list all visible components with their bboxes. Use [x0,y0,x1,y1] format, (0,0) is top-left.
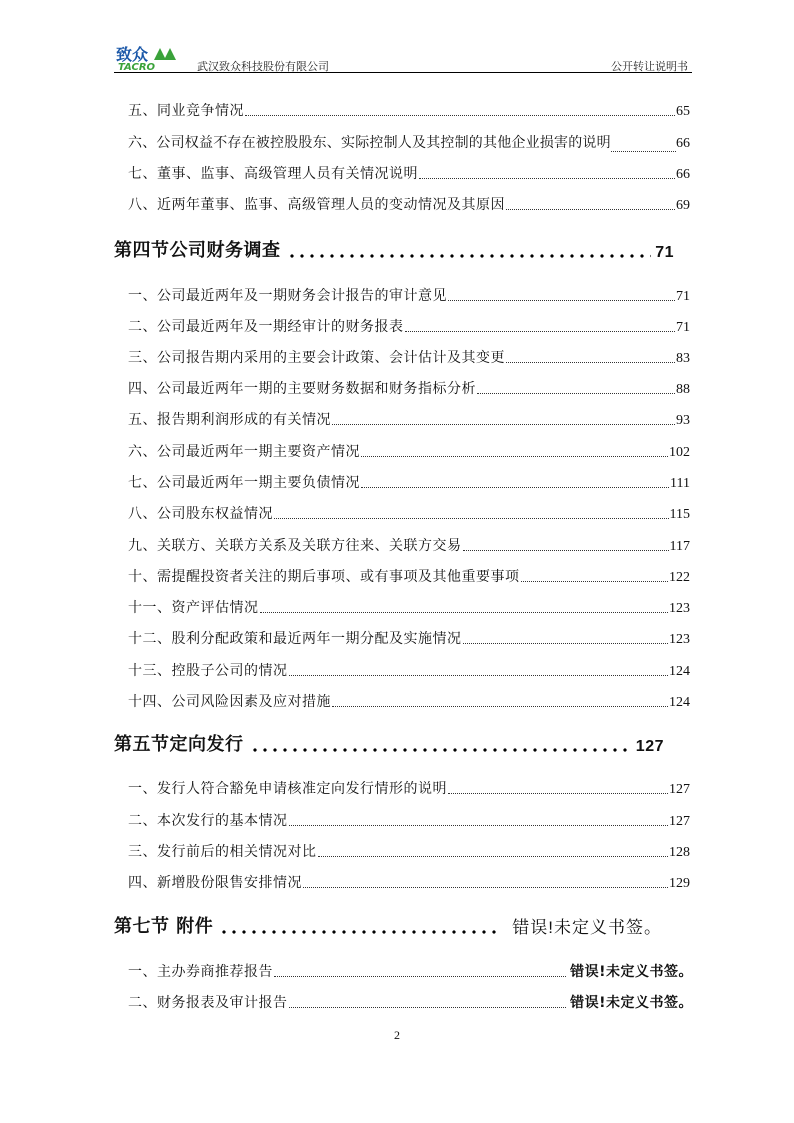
dot-leader [405,331,676,332]
toc-entry-label: 八、公司股东权益情况 [128,506,273,522]
dot-leader [506,362,675,363]
toc-entry-label: 一、发行人符合豁免申请核准定向发行情形的说明 [128,781,447,797]
dot-leader [274,976,566,977]
dot-leader [448,300,675,301]
toc-entry-page: 124 [669,664,690,679]
toc-entry-page: 错误!未定义书签。 [570,995,693,1011]
section-label: 第四节公司财务调查 [114,240,281,261]
toc-entry-page: 102 [669,445,690,460]
dot-leader [506,209,675,210]
toc-entry-label: 二、公司最近两年及一期经审计的财务报表 [128,319,404,335]
toc-entry[interactable] [128,314,690,336]
dot-leader [463,550,669,551]
toc-entry-page: 115 [669,507,690,522]
dot-leader [521,581,669,582]
toc-entry-label: 十一、资产评估情况 [128,600,259,616]
toc-entry-label: 二、财务报表及审计报告 [128,995,288,1011]
section-page: 127 [635,738,664,755]
dot-leader [611,151,676,152]
toc-entry[interactable] [128,564,690,586]
toc-entry[interactable] [128,990,693,1012]
toc-entry[interactable] [128,439,690,461]
toc-entry[interactable] [128,839,690,861]
toc-entry[interactable] [128,283,690,305]
toc-entry[interactable] [128,161,690,183]
toc-section-heading[interactable] [114,912,662,938]
toc-section-heading[interactable] [114,236,674,262]
dot-leader [419,178,675,179]
toc-entry-label: 七、公司最近两年一期主要负债情况 [128,475,360,491]
dot-leader [289,675,669,676]
toc-entry-page: 122 [669,570,690,585]
dot-leader [361,487,669,488]
dot-leader [303,887,668,888]
dot-leader [289,1007,567,1008]
toc-entry-label: 一、主办券商推荐报告 [128,964,273,980]
section-page: 错误!未定义书签。 [512,918,662,937]
toc-entry-label: 十、需提醒投资者关注的期后事项、或有事项及其他重要事项 [128,569,520,585]
dot-leader [219,929,502,935]
toc-entry-page: 66 [676,136,690,151]
toc-entry-page: 123 [669,601,690,616]
toc-entry-label: 三、公司报告期内采用的主要会计政策、会计估计及其变更 [128,350,505,366]
document-title: 公开转让说明书 [611,60,688,73]
dot-leader [287,253,652,259]
toc-entry-page: 111 [670,476,690,491]
toc-entry-label: 十四、公司风险因素及应对措施 [128,694,331,710]
toc-entry-label: 五、报告期利润形成的有关情况 [128,412,331,428]
toc-entry-label: 四、公司最近两年一期的主要财务数据和财务指标分析 [128,381,476,397]
toc-entry[interactable] [128,130,690,152]
toc-entry[interactable] [128,808,690,830]
toc-entry-label: 十三、控股子公司的情况 [128,663,288,679]
toc-entry-page: 124 [669,695,690,710]
toc-entry-label: 一、公司最近两年及一期财务会计报告的审计意见 [128,288,447,304]
section-label: 第七节 附件 [114,916,214,937]
toc-entry-page: 错误!未定义书签。 [570,964,693,980]
svg-text:致众: 致众 [116,45,149,64]
toc-section-heading[interactable] [114,730,664,756]
toc-entry[interactable] [128,501,690,523]
toc-entry-label: 二、本次发行的基本情况 [128,813,288,829]
dot-leader [361,456,668,457]
company-name: 武汉致众科技股份有限公司 [197,60,329,73]
dot-leader [477,393,675,394]
dot-leader [250,747,632,753]
toc-entry-label: 六、公司权益不存在被控股股东、实际控制人及其控制的其他企业损害的说明 [128,135,611,151]
toc-entry-page: 93 [676,413,690,428]
dot-leader [332,424,675,425]
toc-entry-page: 71 [676,289,690,304]
toc-entry-page: 88 [676,382,690,397]
svg-text:TACRO: TACRO [118,62,156,72]
toc-entry[interactable] [128,959,693,981]
toc-entry[interactable] [128,470,690,492]
toc-entry-label: 十二、股利分配政策和最近两年一期分配及实施情况 [128,631,462,647]
toc-entry-page: 128 [669,845,690,860]
toc-entry-page: 69 [676,198,690,213]
toc-entry[interactable] [128,98,690,120]
toc-entry-label: 九、关联方、关联方关系及关联方往来、关联方交易 [128,538,462,554]
toc-entry-page: 129 [669,876,690,891]
toc-entry[interactable] [128,376,690,398]
toc-entry[interactable] [128,533,690,555]
toc-entry-page: 123 [669,632,690,647]
toc-entry-label: 三、发行前后的相关情况对比 [128,844,317,860]
toc-entry-label: 七、董事、监事、高级管理人员有关情况说明 [128,166,418,182]
toc-entry-label: 六、公司最近两年一期主要资产情况 [128,444,360,460]
toc-entry[interactable] [128,776,690,798]
toc-entry-label: 八、近两年董事、监事、高级管理人员的变动情况及其原因 [128,197,505,213]
toc-entry-page: 127 [669,814,690,829]
section-label: 第五节定向发行 [114,734,244,755]
dot-leader [289,825,669,826]
toc-entry[interactable] [128,595,690,617]
toc-entry[interactable] [128,626,690,648]
dot-leader [463,643,669,644]
toc-entry-page: 66 [676,167,690,182]
toc-entry[interactable] [128,407,690,429]
dot-leader [332,706,668,707]
dot-leader [318,856,669,857]
toc-entry-label: 五、同业竞争情况 [128,103,244,119]
toc-entry[interactable] [128,192,690,214]
toc-entry-page: 83 [676,351,690,366]
toc-entry[interactable] [128,345,690,367]
toc-entry-label: 四、新增股份限售安排情况 [128,875,302,891]
dot-leader [448,793,668,794]
toc-entry-page: 71 [676,320,690,335]
page-number: 2 [394,1028,400,1042]
toc-entry[interactable] [128,689,690,711]
toc-entry[interactable] [128,870,690,892]
toc-entry-page: 117 [669,539,690,554]
dot-leader [260,612,669,613]
dot-leader [274,518,669,519]
toc-entry-page: 127 [669,782,690,797]
section-page: 71 [655,244,674,261]
toc-entry-page: 65 [676,104,690,119]
toc-entry[interactable] [128,658,690,680]
dot-leader [245,115,675,116]
